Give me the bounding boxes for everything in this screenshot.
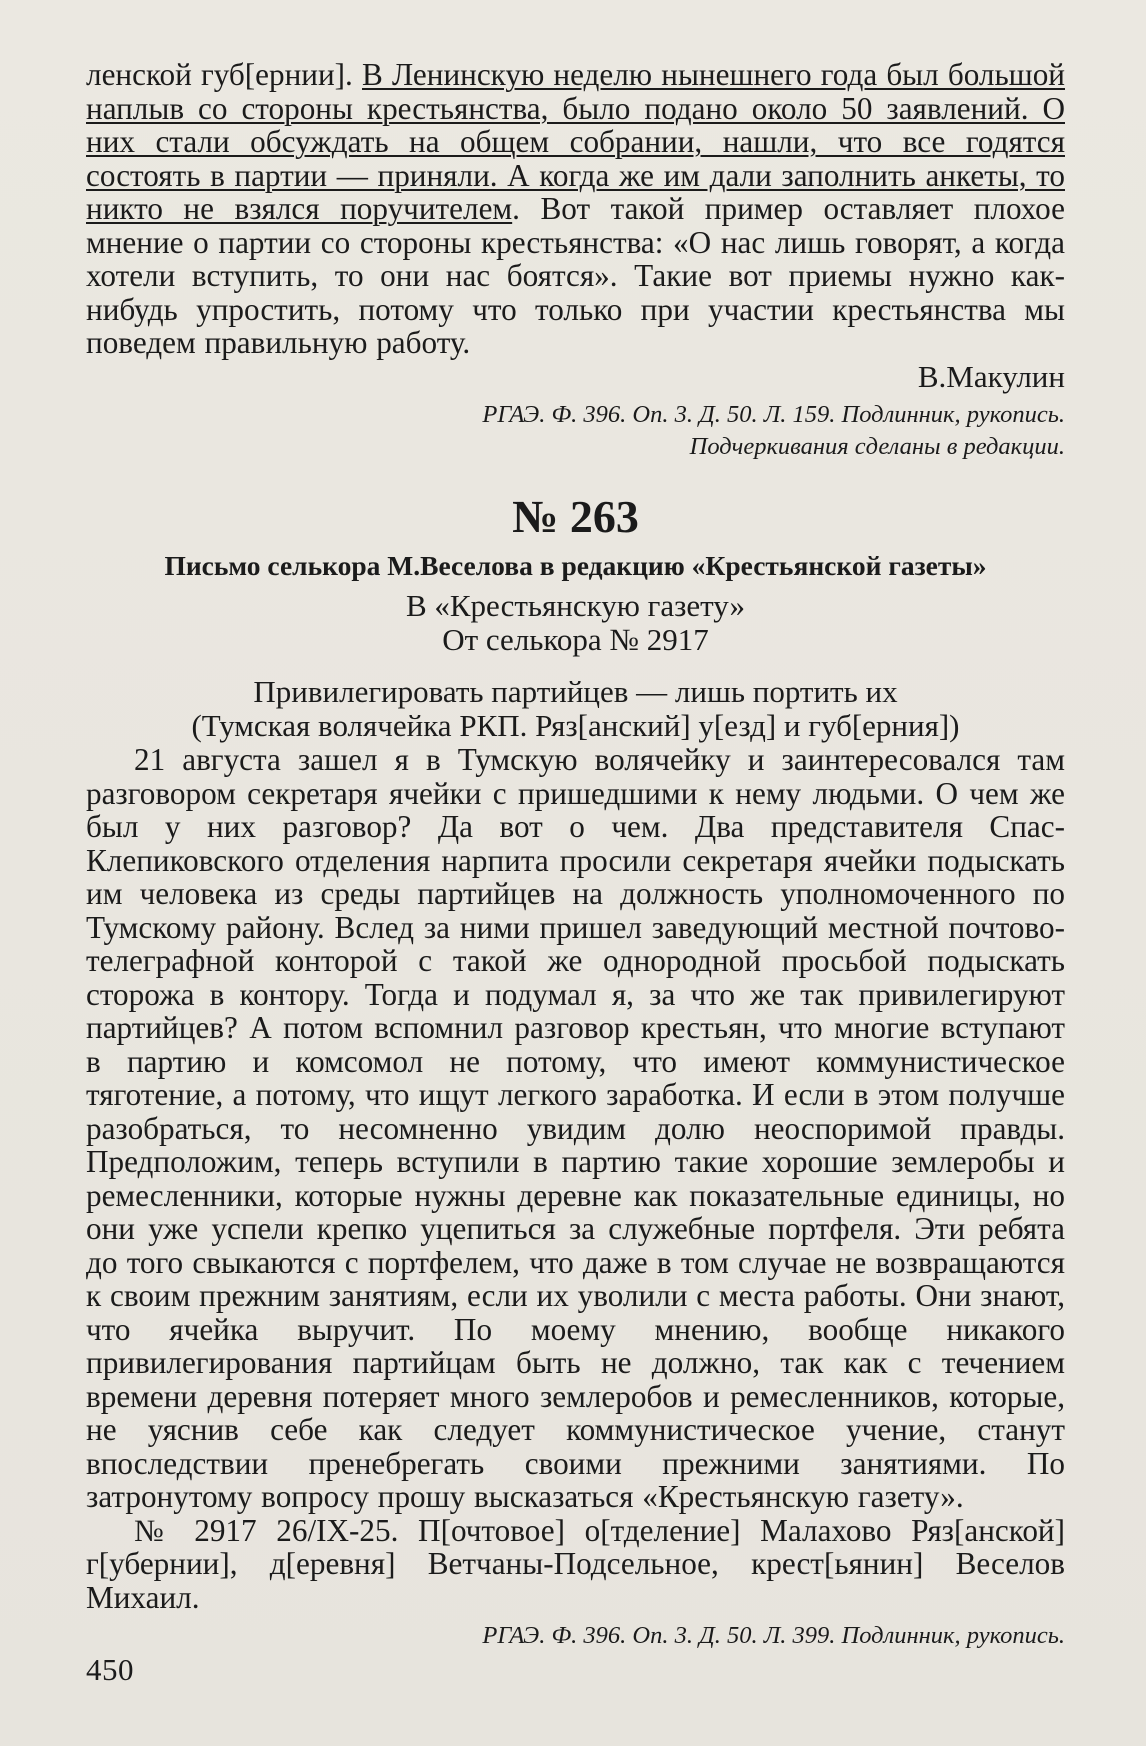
doc-263-sender-line: От селькора № 2917	[442, 622, 709, 657]
doc-262-source: РГАЭ. Ф. 396. Оп. 3. Д. 50. Л. 159. Подлинник, рукопись.	[482, 401, 1065, 428]
doc-262-body-end: . Вот такой пример оставляет плохое мнение о партии со стороны крестьянства: «О нас лишь говорят, а когда хотели вступить, то они нас боятся». Такие вот приемы нужно как-нибудь упростить, потому что только при участии крестьянства мы поведем правильную работу.	[86, 191, 1065, 360]
doc-263-source: РГАЭ. Ф. 396. Оп. 3. Д. 50. Л. 399. Подлинник, рукопись.	[482, 1622, 1065, 1649]
doc-262-body	[86, 58, 1065, 360]
doc-263-title: Письмо селькора М.Веселова в редакцию «Крестьянской газеты»	[164, 550, 987, 581]
doc-263-heading: Привилегировать партийцев — лишь портить их	[253, 674, 898, 709]
doc-262-underlined-passage: В Ленинскую неделю нынешнего года был большой наплыв со стороны крестьянства, было подано около 50 заявлений. О них стали обсуждать на общем собрании, нашли, что все годятся состоять в партии — приняли. А когда же им дали заполнить анкеты, то никто не взялся поручителем	[86, 57, 1065, 226]
page-number: 450	[86, 1652, 134, 1687]
doc-263-letter-text: 21 августа зашел я в Тумскую волячейку и заинтересовался там разговором секретаря ячейки с пришедшими к нему людьми. О чем же был у них разговор? Да вот о чем. Два представителя Спас-Клепиковского отделения нарпита просили секретаря ячейки подыскать им человека из среды партийцев на должность уполномоченного по Тумскому району. Вслед за ними пришел заведующий местной почтово-телеграфной конторой с такой же однородной просьбой подыскать сторожа в контору. Тогда и подумал я, за что же так привилегируют партийцев? А потом вспомнил разговор крестьян, что многие вступают в партию и комсомол не потому, что имеют коммунистическое тяготение, а потому, что ищут легкого заработка. И если в этом получше разобраться, то несомненно увидим долю неоспоримой правды. Предположим, теперь вступили в партию такие хорошие землеробы и ремесленники, которые нужны деревне как показательные единицы, но они уже успели крепко уцепиться за служебные портфеля. Эти ребята до того свыкаются с портфелем, что даже в том случае не возвращаются к своим прежним занятиям, если их уволили с места работы. Они знают, что ячейка выручит. По моему мнению, вообще никакого привилегирования партийцам быть не должно, так как с течением времени деревня потеряет много землеробов и ремесленников, которые, не уяснив себе как следует коммунистическое учение, станут впоследствии пренебрегать своими прежними занятиями. По затронутому вопросу прошу высказаться «Крестьянскую газету».	[86, 742, 1065, 1514]
doc-263-subheading: (Тумская волячейка РКП. Ряз[анский] у[езд] и губ[ерния])	[191, 708, 960, 743]
text-column	[86, 58, 1065, 1652]
doc-262-body-start: ленской губ[ернии].	[86, 57, 363, 92]
doc-262-editorial-note: Подчеркивания сделаны в редакции.	[689, 433, 1065, 460]
doc-263-closing: № 2917 26/IX-25. П[очтовое] о[тделение] Малахово Ряз[анской] г[убернии], д[еревня] Ветчаны-Подсельное, крест[ьянин] Веселов Михаил.	[86, 1512, 1065, 1615]
doc-263-address-line: В «Крестьянскую газету»	[405, 588, 746, 623]
doc-263-number: № 263	[512, 491, 639, 542]
doc-262-signature: В.Макулин	[917, 358, 1065, 394]
